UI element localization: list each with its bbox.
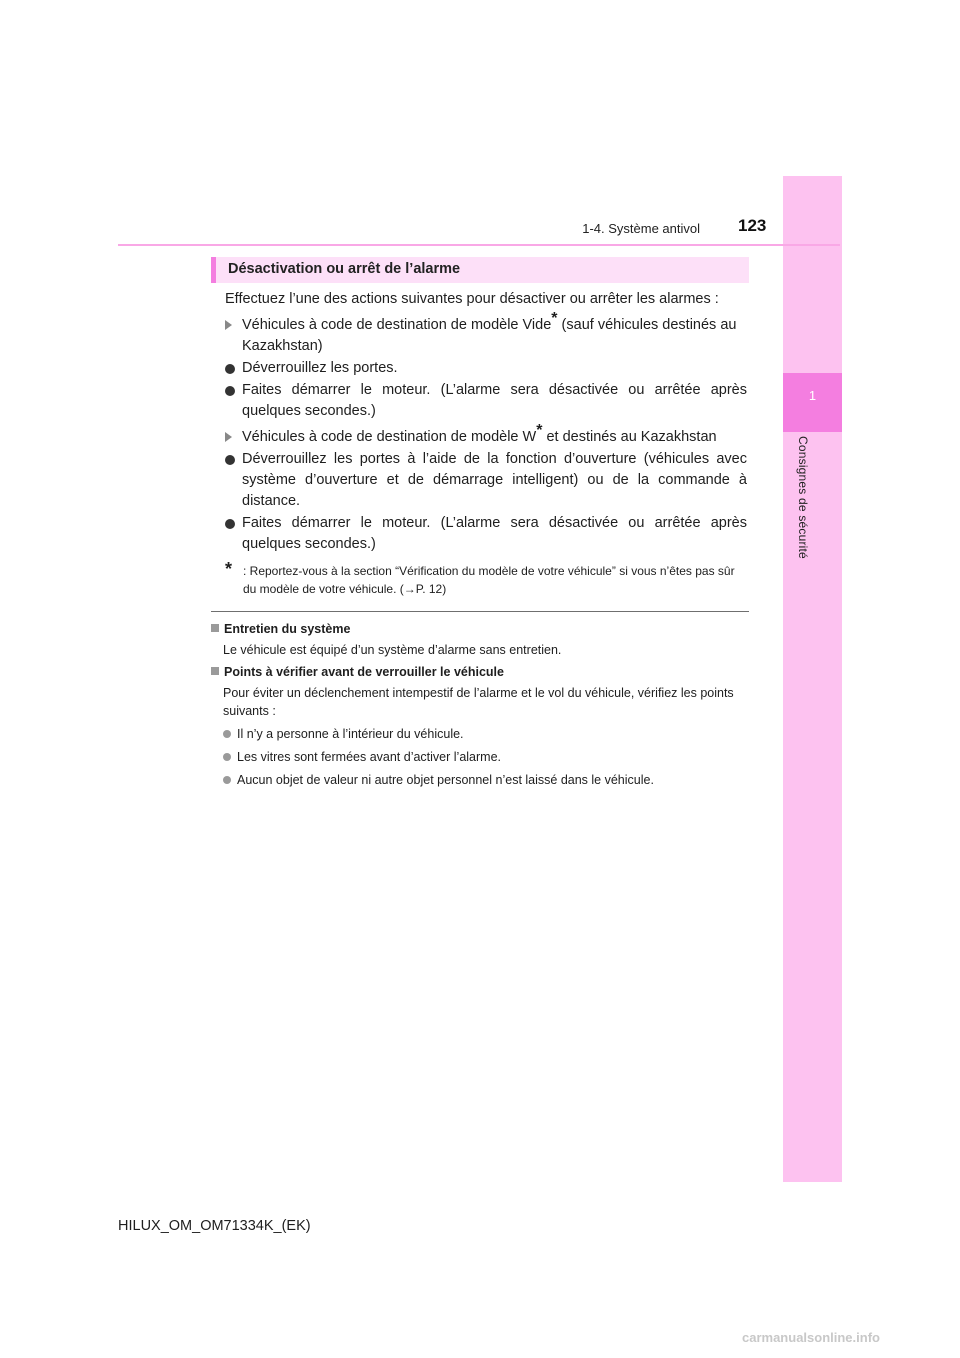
square-bullet-icon [211, 624, 219, 632]
chapter-title: Consignes de sécurité [796, 436, 810, 559]
note-text-maintenance: Le véhicule est équipé d’un système d’alarme sans entretien. [223, 643, 562, 657]
bullet-icon [225, 386, 235, 396]
page-number: 123 [738, 216, 767, 235]
footnote: * : Reportez-vous à la section “Vérification du modèle de votre véhicule” si vous n’êtes pas sûr du modèle de votre véhicule. (→P. 12) [225, 559, 735, 596]
group1-title: Véhicules à code de destination de modèle Vide* (sauf véhicules destinés au Kazakhstan) [225, 315, 747, 357]
asterisk-mark: * [536, 422, 543, 439]
list-item: Déverrouillez les portes à l’aide de la fonction d’ouverture (véhicules avec système d’ouverture et de démarrage intelligent) ou de la commande à distance. [225, 449, 747, 512]
note-heading-check: Points à vérifier avant de verrouiller le véhicule [211, 665, 504, 679]
document-code: HILUX_OM_OM71334K_(EK) [118, 1218, 311, 1234]
bullet-icon [225, 519, 235, 529]
intro-text: Effectuez l’une des actions suivantes pour désactiver ou arrêter les alarmes : [225, 291, 719, 307]
section-label: 1-4. Système antivol [582, 221, 700, 236]
section-heading: Désactivation ou arrêt de l’alarme [228, 261, 461, 277]
bullet-icon [223, 753, 231, 761]
triangle-icon [225, 432, 232, 442]
chapter-side-tab [783, 176, 842, 1182]
bullet-icon [223, 776, 231, 784]
list-item: Déverrouillez les portes. [225, 358, 747, 379]
triangle-icon [225, 320, 232, 330]
list-item: Faites démarrer le moteur. (L’alarme sera désactivée ou arrêtée après quelques secondes.) [225, 380, 747, 422]
bullet-icon [223, 730, 231, 738]
notes-divider [211, 611, 749, 612]
header-divider [118, 244, 840, 246]
asterisk-mark: * [551, 310, 558, 327]
list-item: Aucun objet de valeur ni autre objet personnel n’est laissé dans le véhicule. [223, 771, 749, 789]
list-item: Les vitres sont fermées avant d’activer l’alarme. [223, 748, 749, 766]
note-text-check: Pour éviter un déclenchement intempestif de l’alarme et le vol du véhicule, vérifiez les points suivants : [223, 686, 734, 718]
list-item: Il n’y a personne à l’intérieur du véhicule. [223, 725, 749, 743]
group2-title: Véhicules à code de destination de modèle W* et destinés au Kazakhstan [225, 427, 747, 448]
asterisk-mark: * [225, 559, 233, 579]
bullet-icon [225, 364, 235, 374]
list-item: Faites démarrer le moteur. (L’alarme sera désactivée ou arrêtée après quelques secondes.) [225, 513, 747, 555]
bullet-icon [225, 455, 235, 465]
note-heading-maintenance: Entretien du système [211, 622, 350, 636]
chapter-number: 1 [808, 388, 817, 403]
watermark: carmanualsonline.info [742, 1330, 880, 1345]
section-heading-box [211, 257, 749, 283]
square-bullet-icon [211, 667, 219, 675]
